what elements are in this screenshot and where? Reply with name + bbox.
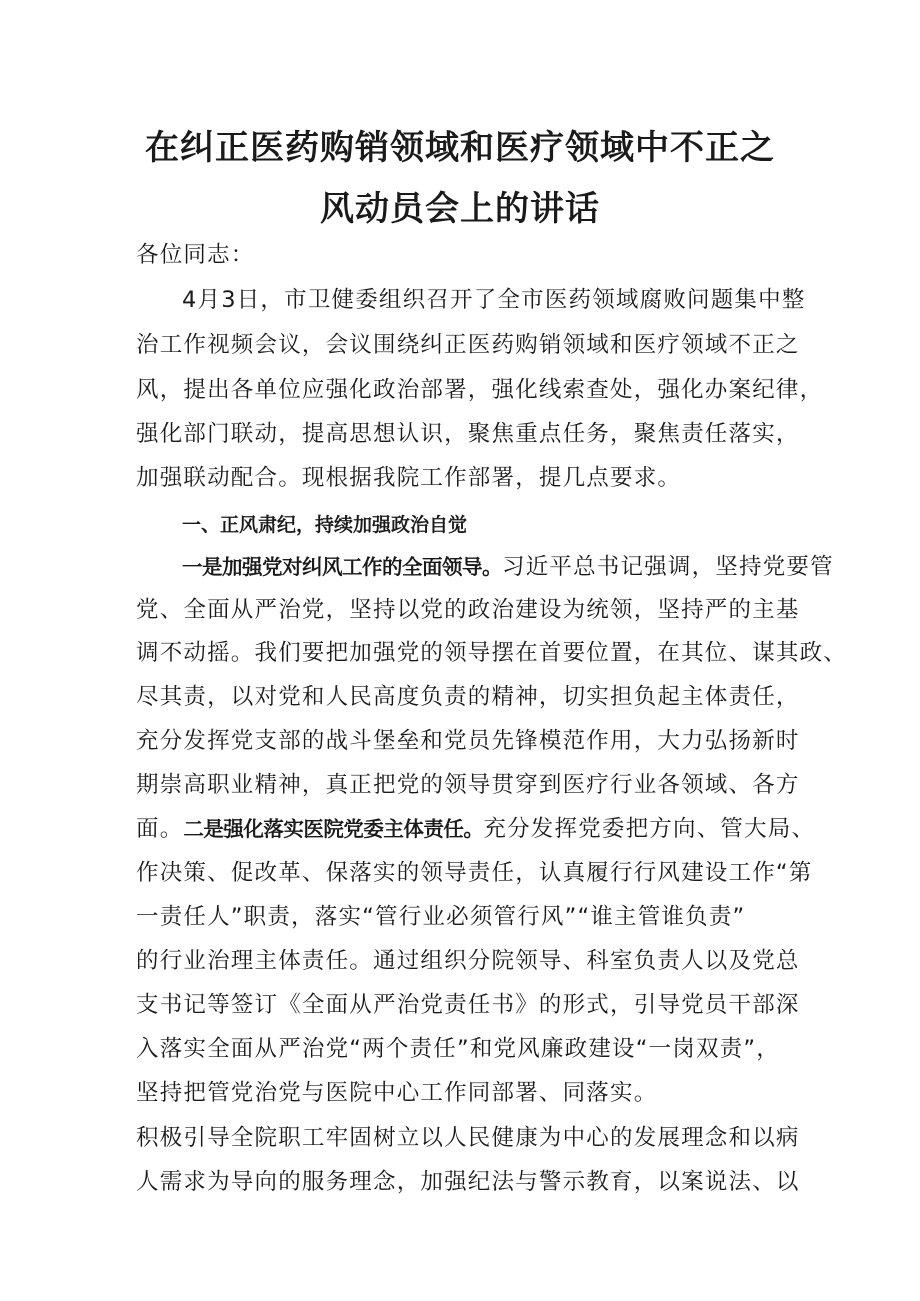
greeting: 各位同志： [136, 242, 255, 268]
section-heading: 一、正风肃纪，持续加强政治自觉 [182, 514, 468, 536]
intro-line: 4月3日，市卫健委组织召开了全市医药领域腐败问题集中整 [182, 287, 806, 313]
body-line: 尽其责，以对党和人民高度负责的精神，切实担负起主体责任， [136, 684, 800, 710]
document-title-line-1: 在纠正医药购销领域和医疗领域中不正之 [145, 128, 775, 168]
body-line: 党、全面从严治党，坚持以党的政治建设为统领，坚持严的主基 [136, 597, 800, 623]
body-line: 一责任人”职责，落实“管行业必须管行风”“谁主管谁负责” [136, 904, 746, 930]
body-line: 人需求为导向的服务理念，加强纪法与警示教育，以案说法、以 [136, 1169, 800, 1195]
body-line: 充分发挥党支部的战斗堡垒和党员先锋模范作用，大力弘扬新时 [136, 728, 800, 754]
point1-first-line [182, 547, 834, 587]
body-line: 坚持把管党治党与医院中心工作同部署、同落实。 [136, 1080, 658, 1106]
point1-first-line-rest: 习近平总书记强调，坚持党要管 [502, 554, 834, 580]
body-line: 入落实全面从严治党“两个责任”和党风廉政建设“一岗双责”， [136, 1036, 780, 1062]
point1-lead: 一是加强党对纠风工作的全面领导。 [182, 555, 502, 579]
intro-line: 加强联动配合。现根据我院工作部署，提几点要求。 [136, 465, 682, 491]
body-line: 的行业治理主体责任。通过组织分院领导、科室负责人以及党总 [136, 948, 800, 974]
intro-line: 治工作视频会议，会议围绕纠正医药购销领域和医疗领域不正之 [136, 332, 800, 358]
intro-line: 强化部门联动，提高思想认识，聚焦重点任务，聚焦责任落实， [136, 421, 800, 447]
body-line: 支书记等签订《全面从严治党责任书》的形式，引导党员干部深 [136, 992, 800, 1018]
point2-lead: 二是强化落实医院党委主体责任。 [183, 817, 484, 841]
body-line: 调不动摇。我们要把加强党的领导摆在首要位置，在其位、谋其政、 [136, 640, 848, 666]
point2-first-line [136, 809, 816, 849]
point2-first-line-rest: 充分发挥党委把方向、管大局、 [483, 816, 816, 842]
intro-line: 风，提出各单位应强化政治部署，强化线索查处，强化办案纪律， [136, 377, 824, 403]
body-line: 作决策、促改革、保落实的领导责任，认真履行行风建设工作“第 [136, 860, 813, 886]
point2-prefix: 面。 [136, 816, 184, 842]
body-line: 积极引导全院职工牢固树立以人民健康为中心的发展理念和以病 [136, 1125, 800, 1151]
document-title-line-2: 风动员会上的讲话 [320, 189, 600, 229]
body-line: 期崇高职业精神，真正把党的领导贯穿到医疗行业各领域、各方 [136, 772, 800, 798]
